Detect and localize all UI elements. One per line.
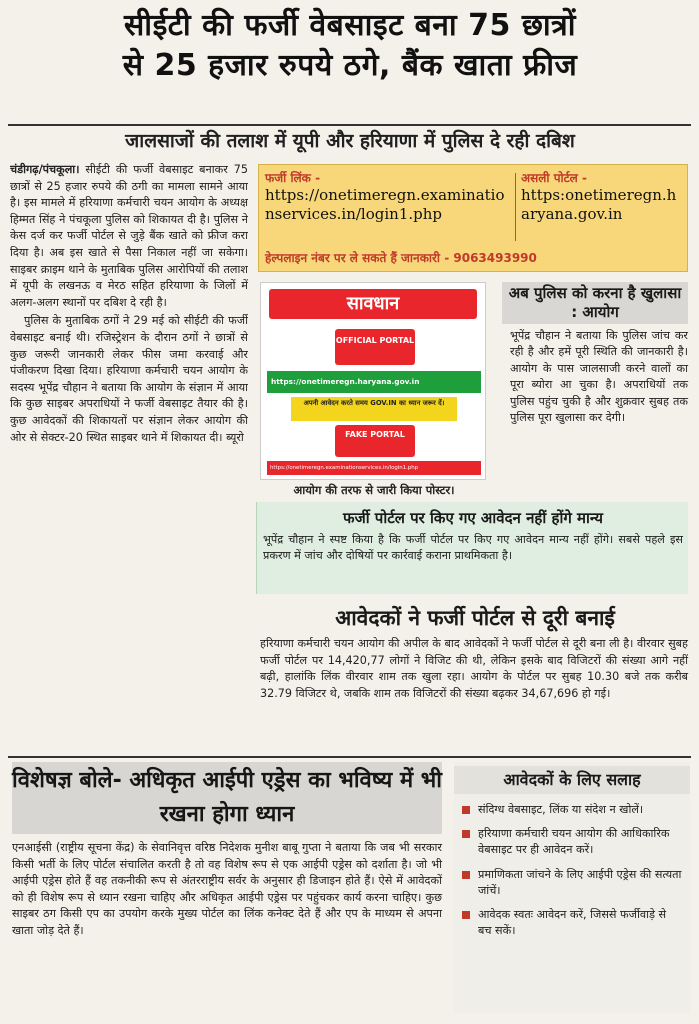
main-story-text-1: सीईटी की फर्जी वेबसाइट बनाकर 75 छात्रों से 25 हजार रुपये की ठगी का मामला सामने आया है। इस मामले में हरियाणा कर्मचारी चयन आयोग के अध्यक्ष हिम्मत सिंह ने पंचकूला पुलिस को शिकायत दी है। पुलिस ने केस दर्ज कर फर्जी पोर्टल से जुड़े बैंक खाते को फ्रीज करा दिया है। अब इस खाते से पैसा निकाल नहीं जा सकेगा। साइबर क्राइम थाने के मुताबिक पुलिस आरोपियों की तलाश में यूपी के लखनऊ व मेरठ सहित हरियाणा के जिलों में अलग-अलग स्थानों पर दबिश दे रही है।	[10, 163, 248, 309]
commission-box	[502, 282, 688, 502]
distance-text: हरियाणा कर्मचारी चयन आयोग की अपील के बाद आवेदकों ने फर्जी पोर्टल से दूरी बना ली है। वीरवार सुबह फर्जी पोर्टल पर 14,420,77 लोगों ने विजिट की थी, लेकिन इसके बाद विजिटरों की संख्या आगे नहीं बढ़ी, हालांकि लिंक वीरवार शाम तक खुला रहा। आयोग के पोर्टल पर सुबह 10.30 बजे तक करीब 32.79 विजिटर थे, जबकि शाम तक विजिटरों की संख्या बढ़कर 34,67,696 हो गई।	[260, 637, 688, 700]
bullet-square-icon	[462, 830, 470, 838]
poster-heading: सावधान	[269, 289, 477, 319]
bullet-square-icon	[462, 806, 470, 814]
helpline-text: हेल्पलाइन नंबर पर ले सकते हैं जानकारी - 9063493990	[265, 251, 537, 265]
links-divider	[515, 173, 516, 241]
poster-caption: आयोग की तरफ से जारी किया पोस्टर।	[293, 483, 455, 497]
expert-heading: विशेषज्ञ बोले- अधिकृत आईपी एड्रेस का भविष्य में भी रखना होगा ध्यान	[12, 762, 442, 834]
advice-item-text: आवेदक स्वतः आवेदन करें, जिससे फर्जीवाड़े से बच सकें।	[478, 908, 667, 938]
main-story-paragraph-1	[10, 162, 248, 311]
links-box	[258, 164, 688, 272]
advice-item-text: संदिग्ध वेबसाइट, लिंक या संदेश न खोलें।	[478, 803, 644, 816]
portal-validity-box	[256, 502, 688, 594]
portal-validity-title: फर्जी पोर्टल पर किए गए आवेदन नहीं होंगे मान्य	[343, 509, 603, 527]
advice-item	[460, 826, 682, 858]
real-portal-block	[521, 171, 683, 224]
advice-box	[454, 762, 690, 1014]
fake-link-url: https://onetimeregn.examinationservices.in/login1.php	[265, 186, 505, 223]
advice-title: आवेदकों के लिए सलाह	[454, 766, 690, 794]
distance-title: आवेदकों ने फर्जी पोर्टल से दूरी बनाई	[335, 606, 615, 630]
advice-item-text: प्रमाणिकता जांचने के लिए आईपी एड्रेस की सत्यता जांचें।	[478, 867, 682, 897]
poster-official-url: https://onetimeregn.haryana.gov.in	[267, 371, 481, 393]
advice-item	[460, 802, 682, 818]
expert-text: एनआईसी (राष्ट्रीय सूचना केंद्र) के सेवानिवृत्त वरिष्ठ निदेशक मुनीश बाबू गुप्ता ने बताया कि जब भी सरकार किसी भर्ती के लिए पोर्टल संचालित करती है तो वह विशेष रूप से एक आईपी एड्रेस को दर्शाता है। जो भी आईपी एड्रेस होते हैं वह तकनीकी रूप से अंतरराष्ट्रीय सर्वर के अनुसार ही डिजाइन होते हैं। ऐसे में आवेदकों को ही विशेष रूप से ध्यान रखना चाहिए और अधिकृत आईपी एड्रेस पर पहुंचकर कार्य करना चाहिए। कुछ साइबर ठग किसी एप का उपयोग करके मुख्य पोर्टल का लिंक कनेक्ट देते हैं और एप के माध्यम से अपना खाता जोड़ देते हैं।	[12, 841, 442, 937]
advice-item	[460, 867, 682, 899]
fake-link-label: फर्जी लिंक -	[265, 171, 321, 185]
bullet-square-icon	[462, 911, 470, 919]
portal-validity-text: भूपेंद्र चौहान ने स्पष्ट किया है कि फर्जी पोर्टल पर किए गए आवेदन मान्य नहीं होंगे। सबसे पहले इस प्रकरण में जांच और दोषियों पर कार्रवाई कराना प्राथमिकता है।	[263, 533, 683, 563]
real-portal-label: असली पोर्टल -	[521, 171, 587, 185]
advice-list	[460, 802, 682, 947]
poster-fake-badge: FAKE PORTAL	[335, 425, 415, 457]
commission-text: भूपेंद्र चौहान ने बताया कि पुलिस जांच कर रही है और हमें पूरी स्थिति की जानकारी है। आयोग के पास जालसाजी करने वालों का पूरा ब्योरा आ चुका है। अपराधियों तक पुलिस पहुंच चुकी है और शुक्रवार सुबह तक पुलिस पूरा खुलासा कर देगी।	[510, 329, 688, 425]
main-story	[10, 162, 248, 750]
headline-line-2: से 25 हजार रुपये ठगे, बैंक खाता फ्रीज	[122, 48, 578, 83]
headline	[10, 6, 690, 86]
commission-title: अब पुलिस को करना है खुलासा : आयोग	[502, 282, 688, 324]
warning-poster	[260, 282, 486, 480]
fake-link-block	[265, 171, 509, 224]
poster-official-badge: OFFICIAL PORTAL	[335, 329, 415, 365]
poster-fake-url: https://onetimeregn.examinationservices.in/login1.php	[267, 461, 481, 475]
advice-item-text: हरियाणा कर्मचारी चयन आयोग की आधिकारिक वेबसाइट पर ही आवेदन करें।	[478, 827, 670, 857]
subheadline: जालसाजों की तलाश में यूपी और हरियाणा में पुलिस दे रही दबिश	[125, 130, 575, 152]
poster-note: अपनी आवेदन करते समय GOV.IN का ध्यान जरूर दें।	[291, 397, 457, 421]
bullet-square-icon	[462, 871, 470, 879]
dateline: चंडीगढ़/पंचकूला।	[10, 163, 80, 176]
advice-item	[460, 907, 682, 939]
section-rule	[8, 756, 691, 758]
main-story-paragraph-2: पुलिस के मुताबिक ठगों ने 29 मई को सीईटी की फर्जी वेबसाइट बनाई थी। रजिस्ट्रेशन के दौरान ठगों ने छात्रों से कुछ जरूरी जानकारी लेकर फीस जमा करवाई और पंजीकरण दिखा दिया। हरियाणा कर्मचारी चयन आयोग के सदस्य भूपेंद्र चौहान ने बताया कि आयोग के संज्ञान में आया कि कुछ साइबर अपराधियों ने फर्जी वेबसाइट तैयार की है। कुछ आवेदकों की शिकायतों पर संज्ञान लेकर आयोग की ओर से सेक्टर-20 स्थित साइबर थाने में शिकायत दी। ब्यूरो	[10, 314, 248, 444]
top-rule	[8, 124, 691, 126]
real-portal-url: https:onetimeregn.haryana.gov.in	[521, 186, 677, 223]
headline-line-1: सीईटी की फर्जी वेबसाइट बना 75 छात्रों	[124, 8, 576, 43]
